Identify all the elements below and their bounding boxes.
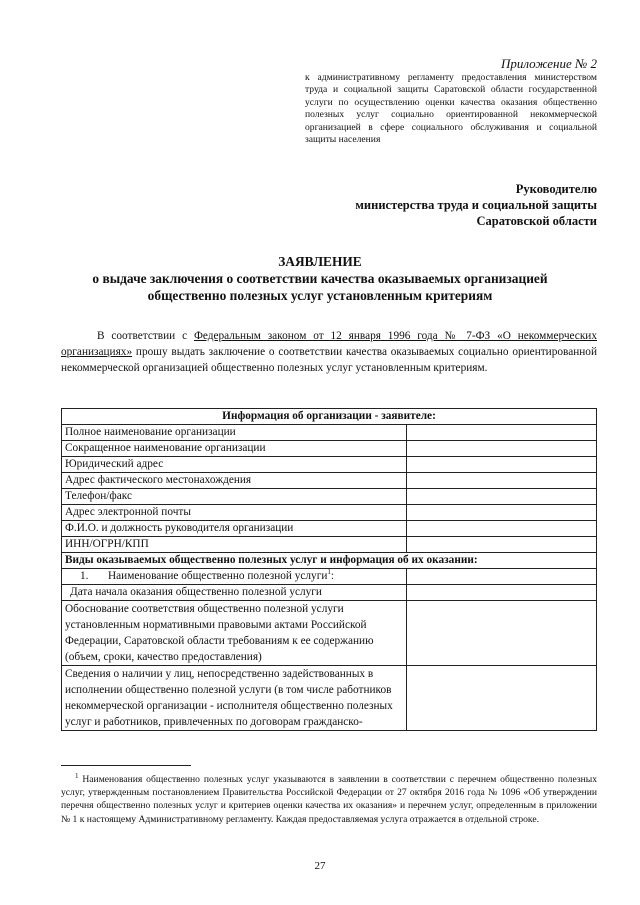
service-name-value[interactable] <box>407 569 597 585</box>
org-field-value[interactable] <box>407 425 597 441</box>
org-field-value[interactable] <box>407 537 597 553</box>
org-field-label: Ф.И.О. и должность руководителя организации <box>62 521 407 537</box>
addressee-line-2: министерства труда и социальной защиты <box>355 198 597 212</box>
org-field-label: Сокращенное наименование организации <box>62 441 407 457</box>
org-field-label: ИНН/ОГРН/КПП <box>62 537 407 553</box>
document-title: ЗАЯВЛЕНИЕ <box>278 254 362 269</box>
staff-info-value[interactable] <box>407 666 597 731</box>
heading-line-2: общественно полезных услуг установленным критериям <box>147 288 493 303</box>
service-name-colon: : <box>330 570 335 582</box>
org-field-value[interactable] <box>407 489 597 505</box>
table-row <box>62 441 597 457</box>
addressee-line-3: Саратовской области <box>476 214 597 228</box>
footnote <box>61 773 597 826</box>
org-field-label: Адрес фактического местонахождения <box>62 473 407 489</box>
table-row <box>62 521 597 537</box>
intro-prefix: В соответствии с <box>97 330 194 342</box>
table-row <box>62 457 597 473</box>
org-field-value[interactable] <box>407 441 597 457</box>
org-field-label: Адрес электронной почты <box>62 505 407 521</box>
heading-line-1: о выдаче заключения о соответствии качества оказываемых организацией <box>92 271 548 286</box>
appendix-title: Приложение № 2 <box>500 56 597 71</box>
table-row <box>62 473 597 489</box>
org-field-label: Телефон/факс <box>62 489 407 505</box>
services-header: Виды оказываемых общественно полезных услуг и информация об их оказании: <box>62 553 597 569</box>
footnote-text: Наименования общественно полезных услуг указываются в заявлении в соответствии с перечнем общественно полезных услуг, утвержденным постановлением Правительства Российской Федерации от 27 октября 2016 года № 1096 «Об утверждении перечня общественно полезных услуг и критериев оценки качества их оказания» и перечнем услуг, определенным в приложении № 1 к настоящему Административному регламенту. Каждая предоставляемая услуга отражается в отдельной строке. <box>61 774 597 825</box>
org-field-value[interactable] <box>407 457 597 473</box>
service-name-label <box>62 569 407 585</box>
intro-paragraph <box>61 328 597 376</box>
footnote-mark: 1 <box>75 771 79 780</box>
start-date-label: Дата начала оказания общественно полезной услуги <box>62 585 407 601</box>
table-row <box>62 601 597 666</box>
document-heading <box>0 253 640 304</box>
service-number: 1. <box>80 570 89 582</box>
intro-suffix: прошу выдать заключение о соответствии качества оказываемых социально ориентированной некоммерческой организацией общественно полезных услуг установленным критериям. <box>61 346 597 374</box>
org-field-label: Юридический адрес <box>62 457 407 473</box>
table-row <box>62 569 597 585</box>
justification-value[interactable] <box>407 601 597 666</box>
table-row <box>62 505 597 521</box>
federal-law-link[interactable]: Федеральным законом от 12 января 1996 года № 7-ФЗ «О некоммерческих организациях» <box>61 330 597 358</box>
table-row <box>62 666 597 731</box>
addressee-block <box>355 181 597 229</box>
justification-label: Обоснование соответствия общественно полезной услуги установленным нормативными правовыми актами Российской Федерации, Саратовской области требованиям к ее содержанию (объем, сроки, качество предоставления) <box>62 601 407 666</box>
staff-info-label: Сведения о наличии у лиц, непосредственно задействованных в исполнении общественно полезной услуги (в том числе работников некоммерческой организации - исполнителя общественно полезных услуг и работников, привлеченных по договорам гражданско- <box>62 666 407 731</box>
start-date-value[interactable] <box>407 585 597 601</box>
org-field-label: Полное наименование организации <box>62 425 407 441</box>
page-number: 27 <box>314 860 326 872</box>
org-field-value[interactable] <box>407 521 597 537</box>
org-field-value[interactable] <box>407 505 597 521</box>
application-table <box>61 408 597 731</box>
table-row <box>62 537 597 553</box>
table-row <box>62 585 597 601</box>
appendix-text: к административному регламенту предоставления министерством труда и социальной защиты Саратовской области государственной услуги по осуществлению оценки качества оказания общественно полезных услуг социально ориентированной некоммерческой организацией в сфере социального обслуживания и социальной защиты населения <box>305 72 597 146</box>
org-field-value[interactable] <box>407 473 597 489</box>
footnote-divider <box>61 765 191 766</box>
service-name-text: Наименование общественно полезной услуги <box>108 570 328 582</box>
addressee-line-1: Руководителю <box>515 182 597 196</box>
footnote-ref[interactable]: 1 <box>327 568 331 577</box>
table-row <box>62 425 597 441</box>
org-info-header: Информация об организации - заявителе: <box>62 409 597 425</box>
table-row <box>62 489 597 505</box>
